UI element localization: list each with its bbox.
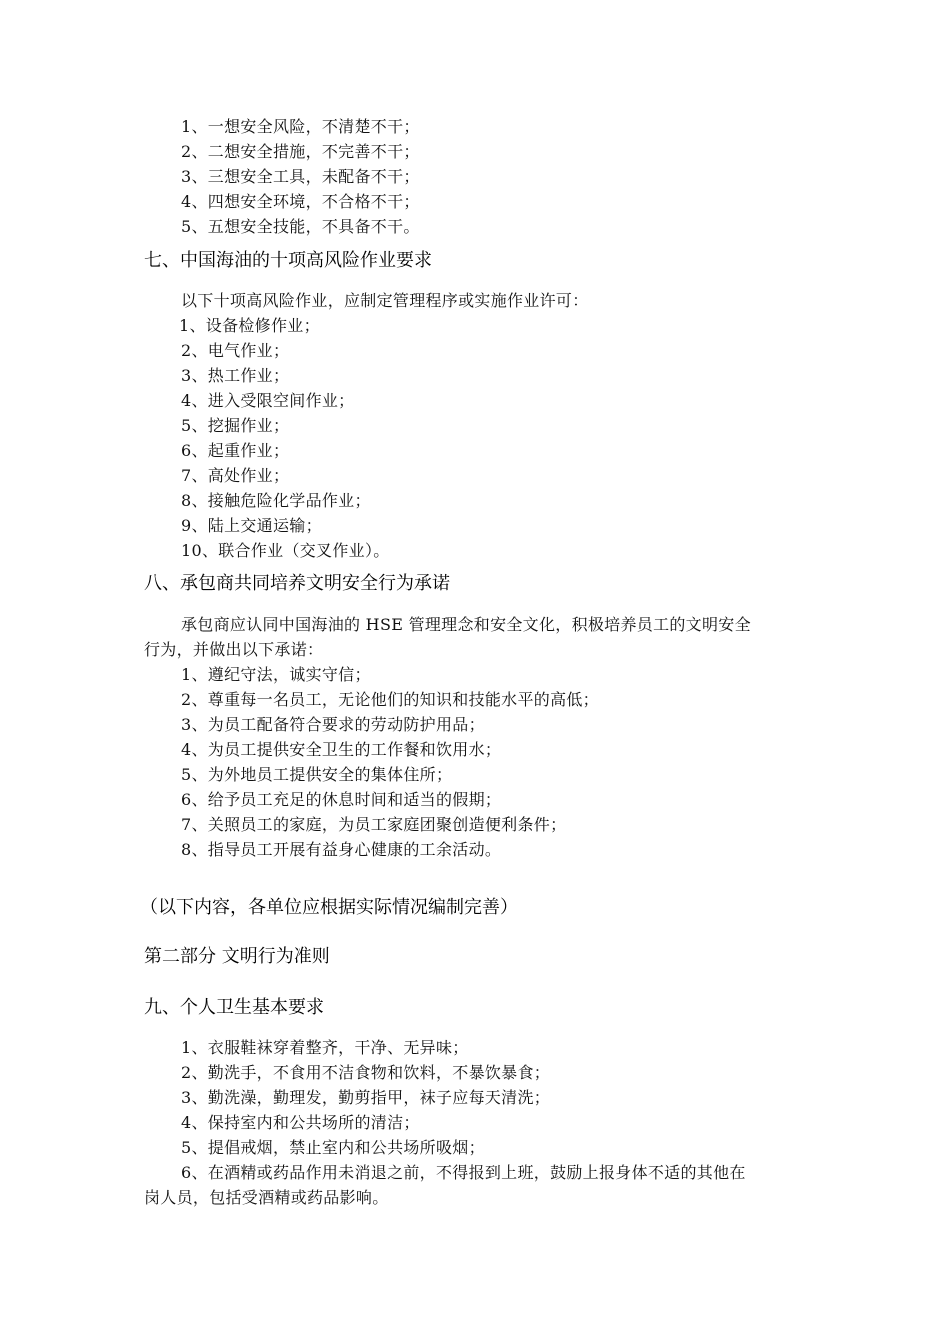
list-item: 8、接触危险化学品作业； [181, 491, 371, 510]
paragraph: 承包商应认同中国海油的 HSE 管理理念和安全文化，积极培养员工的文明安全 [181, 615, 751, 634]
list-item: 2、二想安全措施，不完善不干； [181, 142, 420, 161]
list-item: 4、四想安全环境，不合格不干； [181, 192, 420, 211]
list-item: 2、勤洗手，不食用不洁食物和饮料，不暴饮暴食； [181, 1063, 551, 1082]
editorial-note: （以下内容，各单位应根据实际情况编制完善） [140, 897, 518, 918]
list-item: 2、电气作业； [181, 341, 290, 360]
list-item: 1、遵纪守法，诚实守信； [181, 665, 371, 684]
list-item: 3、为员工配备符合要求的劳动防护用品； [181, 715, 485, 734]
part-heading: 第二部分 文明行为准则 [144, 946, 330, 967]
list-item: 5、为外地员工提供安全的集体住所； [181, 765, 453, 784]
list-item: 5、挖掘作业； [181, 416, 290, 435]
list-item: 1、设备检修作业； [179, 316, 320, 335]
list-item: 1、衣服鞋袜穿着整齐，干净、无异味； [181, 1038, 469, 1057]
list-item: 6、在酒精或药品作用未消退之前，不得报到上班，鼓励上报身体不适的其他在 [181, 1163, 746, 1182]
section-heading: 九、个人卫生基本要求 [144, 997, 324, 1018]
paragraph: 行为，并做出以下承诺： [144, 640, 324, 659]
list-item: 4、为员工提供安全卫生的工作餐和饮用水； [181, 740, 502, 759]
list-item: 2、尊重每一名员工，无论他们的知识和技能水平的高低； [181, 690, 599, 709]
section-heading: 八、承包商共同培养文明安全行为承诺 [144, 573, 450, 594]
list-item: 10、联合作业（交叉作业）。 [181, 541, 390, 560]
list-item: 6、起重作业； [181, 441, 290, 460]
list-item-continuation: 岗人员，包括受酒精或药品影响。 [144, 1188, 389, 1207]
paragraph: 以下十项高风险作业，应制定管理程序或实施作业许可： [181, 291, 589, 310]
list-item: 7、高处作业； [181, 466, 290, 485]
list-item: 5、五想安全技能，不具备不干。 [181, 217, 420, 236]
list-item: 3、热工作业； [181, 366, 290, 385]
list-item: 9、陆上交通运输； [181, 516, 322, 535]
list-item: 8、指导员工开展有益身心健康的工余活动。 [181, 840, 502, 859]
list-item: 6、给予员工充足的休息时间和适当的假期； [181, 790, 502, 809]
list-item: 4、进入受限空间作业； [181, 391, 355, 410]
list-item: 3、三想安全工具，未配备不干； [181, 167, 420, 186]
list-item: 3、勤洗澡，勤理发，勤剪指甲，袜子应每天清洗； [181, 1088, 551, 1107]
list-item: 4、保持室内和公共场所的清洁； [181, 1113, 420, 1132]
list-item: 1、一想安全风险，不清楚不干； [181, 117, 420, 136]
section-heading: 七、中国海油的十项高风险作业要求 [144, 250, 432, 271]
list-item: 7、关照员工的家庭，为员工家庭团聚创造便利条件； [181, 815, 567, 834]
list-item: 5、提倡戒烟，禁止室内和公共场所吸烟； [181, 1138, 485, 1157]
